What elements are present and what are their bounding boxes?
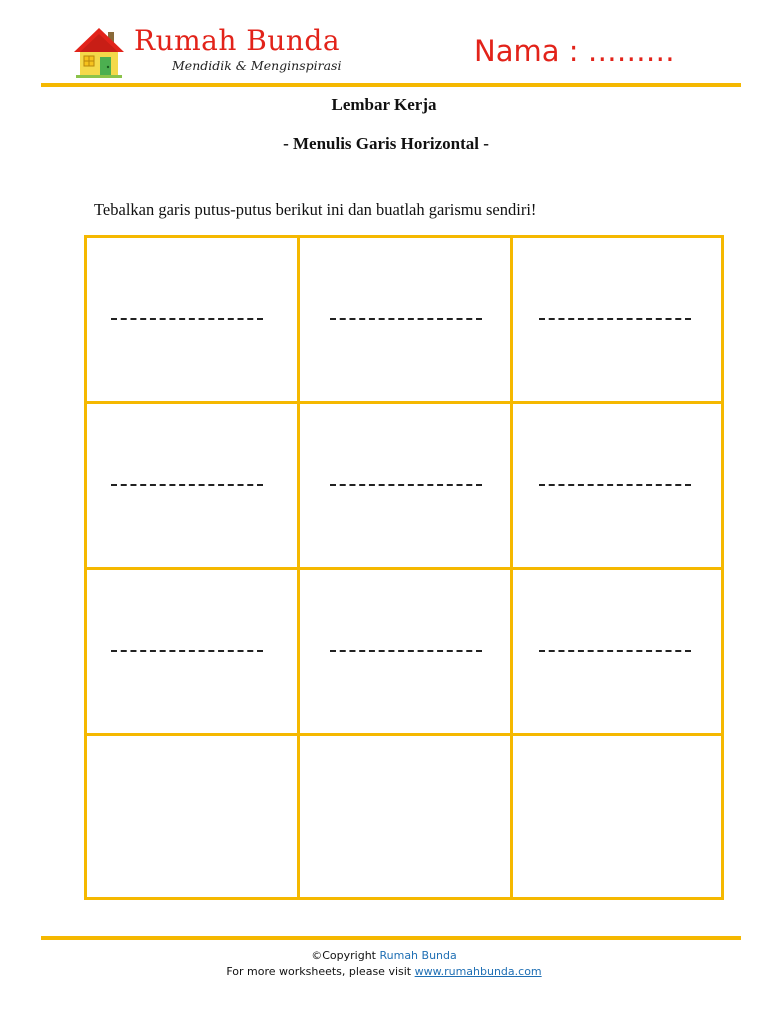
dashed-line xyxy=(539,484,691,486)
brand-logo xyxy=(72,24,362,80)
dashed-line xyxy=(330,484,482,486)
header-divider xyxy=(41,83,741,87)
worksheet-subtitle: - Menulis Garis Horizontal - xyxy=(283,134,489,153)
grid-cell xyxy=(87,238,300,404)
copyright-brand: Rumah Bunda xyxy=(379,949,457,962)
grid-cell-empty xyxy=(300,736,513,897)
house-icon xyxy=(72,26,126,78)
grid-cell xyxy=(513,404,721,570)
brand-tagline: Mendidik & Menginspirasi xyxy=(172,58,342,73)
footer-copyright xyxy=(0,949,768,962)
grid-cell xyxy=(87,570,300,736)
visit-text: For more worksheets, please visit xyxy=(226,965,415,978)
dashed-line xyxy=(539,318,691,320)
copyright-prefix: ©Copyright xyxy=(311,949,380,962)
footer-visit xyxy=(0,965,768,978)
dashed-line xyxy=(111,484,263,486)
dashed-line xyxy=(539,650,691,652)
grid-cell xyxy=(513,238,721,404)
name-field-label: Nama : ……… xyxy=(474,34,675,68)
grid-cell xyxy=(87,404,300,570)
tracing-grid xyxy=(84,235,724,900)
worksheet-title: Lembar Kerja xyxy=(331,95,437,114)
grid-cell xyxy=(300,238,513,404)
grid-cell-empty xyxy=(513,736,721,897)
dashed-line xyxy=(330,650,482,652)
grid-cell-empty xyxy=(87,736,300,897)
grid-cell xyxy=(300,404,513,570)
dashed-line xyxy=(111,650,263,652)
brand-name: Rumah Bunda xyxy=(134,24,341,57)
instruction-text: Tebalkan garis putus-putus berikut ini dan buatlah garismu sendiri! xyxy=(94,200,537,219)
dashed-line xyxy=(111,318,263,320)
website-link[interactable]: www.rumahbunda.com xyxy=(414,965,542,978)
dashed-line xyxy=(330,318,482,320)
grid-cell xyxy=(513,570,721,736)
footer-divider xyxy=(41,936,741,940)
grid-cell xyxy=(300,570,513,736)
